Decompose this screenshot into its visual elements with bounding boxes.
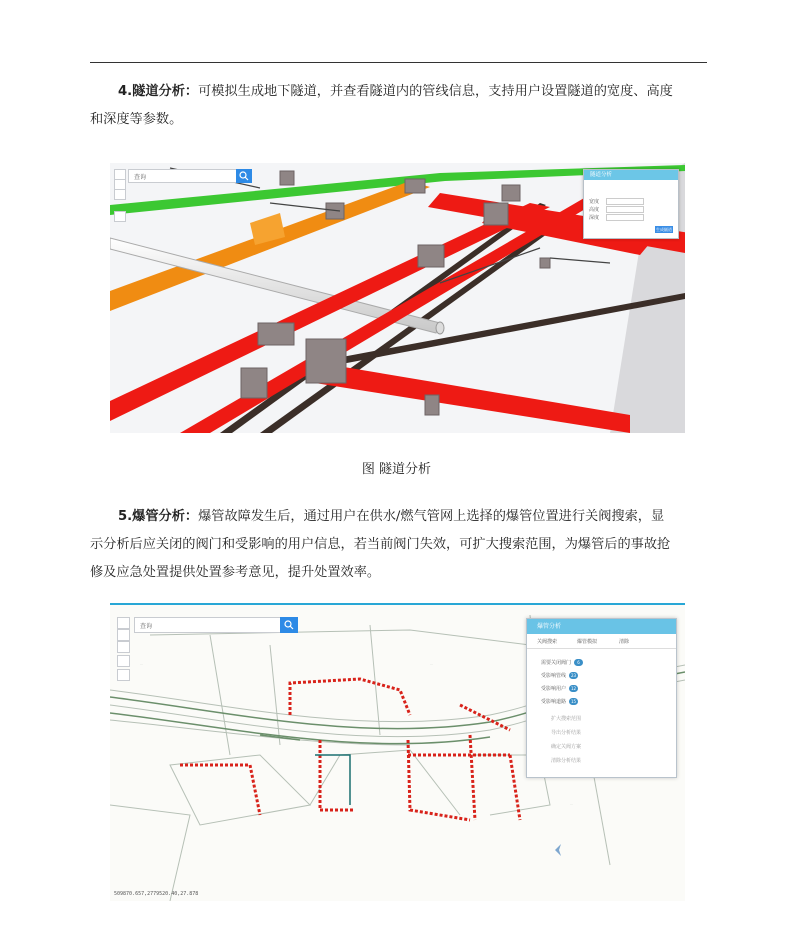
- action-expand-search[interactable]: 扩大搜索范围: [551, 716, 582, 722]
- header-rule: [90, 62, 707, 63]
- coordinate-readout: 509870.657,2779520.40,27.878: [114, 891, 199, 897]
- svg-text:···: ···: [140, 662, 143, 666]
- section-5-title: 5.爆管分析：: [118, 509, 199, 524]
- depth-input[interactable]: [606, 214, 644, 221]
- layer-button[interactable]: [114, 211, 126, 222]
- section-5-text-1: 爆管故障发生后，通过用户在供水/燃气管网上选择的爆管位置进行关阀搜索，显: [198, 509, 665, 524]
- search-button[interactable]: [236, 169, 252, 183]
- search-input[interactable]: 查询: [128, 169, 240, 183]
- svg-text:···: ···: [430, 662, 433, 666]
- section-4-text-1: 可模拟生成地下隧道，并查看隧道内的管线信息，支持用户设置隧道的宽度、高度: [198, 84, 673, 99]
- svg-text:···: ···: [570, 802, 573, 806]
- section-4-text-2: 和深度等参数。: [90, 112, 183, 127]
- section-4-paragraph: [90, 78, 710, 134]
- burst-panel-tabs: [527, 634, 676, 649]
- search-icon: [237, 170, 251, 182]
- action-export-results[interactable]: 导出分析结果: [551, 730, 582, 736]
- tab-valve-search[interactable]: 关阀搜索: [537, 639, 558, 645]
- tab-clear[interactable]: 清除: [619, 639, 630, 645]
- figure-1-caption: 图 隧道分析: [361, 462, 432, 477]
- result-item-pipes[interactable]: 受影响管线 23: [541, 673, 577, 679]
- tunnel-dialog: [583, 169, 679, 239]
- result-item-users[interactable]: 受影响用户 12: [541, 686, 577, 692]
- burst-panel-title: 爆管分析: [527, 619, 676, 634]
- search-icon: [281, 618, 297, 632]
- zoom-out-button[interactable]: [117, 629, 130, 641]
- tab-burst-simulation[interactable]: 爆管模拟: [577, 639, 598, 645]
- height-label: 高度: [589, 207, 600, 213]
- width-label: 宽度: [589, 199, 600, 205]
- section-5-text-2: 示分析后应关闭的阀门和受影响的用户信息，若当前阀门失效，可扩大搜索范围，为爆管后的事故抢: [90, 537, 671, 552]
- tunnel-dialog-title: 隧道分析: [584, 170, 678, 180]
- action-clear-results[interactable]: 清除分析结果: [551, 758, 582, 764]
- depth-label: 深度: [589, 215, 600, 221]
- width-input[interactable]: [606, 198, 644, 205]
- section-5-text-3: 修及应急处置提供处置参考意见，提升处置效率。: [90, 565, 381, 580]
- burst-analysis-panel: [526, 618, 677, 778]
- pipe-burst-analysis-screenshot: [110, 603, 685, 901]
- tool-button[interactable]: [114, 189, 126, 200]
- tool-button[interactable]: [117, 641, 130, 653]
- search-button[interactable]: [280, 617, 298, 633]
- tunnel-analysis-screenshot: [110, 163, 685, 433]
- search-input[interactable]: 查询: [134, 617, 282, 633]
- height-input[interactable]: [606, 206, 644, 213]
- generate-tunnel-button[interactable]: 生成隧道: [656, 227, 672, 232]
- result-item-valves[interactable]: 需要关闭阀门 6: [541, 659, 583, 667]
- action-confirm-plan[interactable]: 确定关阀方案: [551, 744, 582, 750]
- result-item-roads[interactable]: 受影响道路 15: [541, 699, 577, 705]
- section-5-paragraph: [90, 503, 710, 587]
- section-4-title: 4.隧道分析：: [118, 84, 199, 99]
- measure-button[interactable]: [117, 669, 130, 681]
- zoom-in-button[interactable]: [117, 617, 130, 629]
- layer-button[interactable]: [117, 655, 130, 667]
- compass-icon: [555, 844, 561, 856]
